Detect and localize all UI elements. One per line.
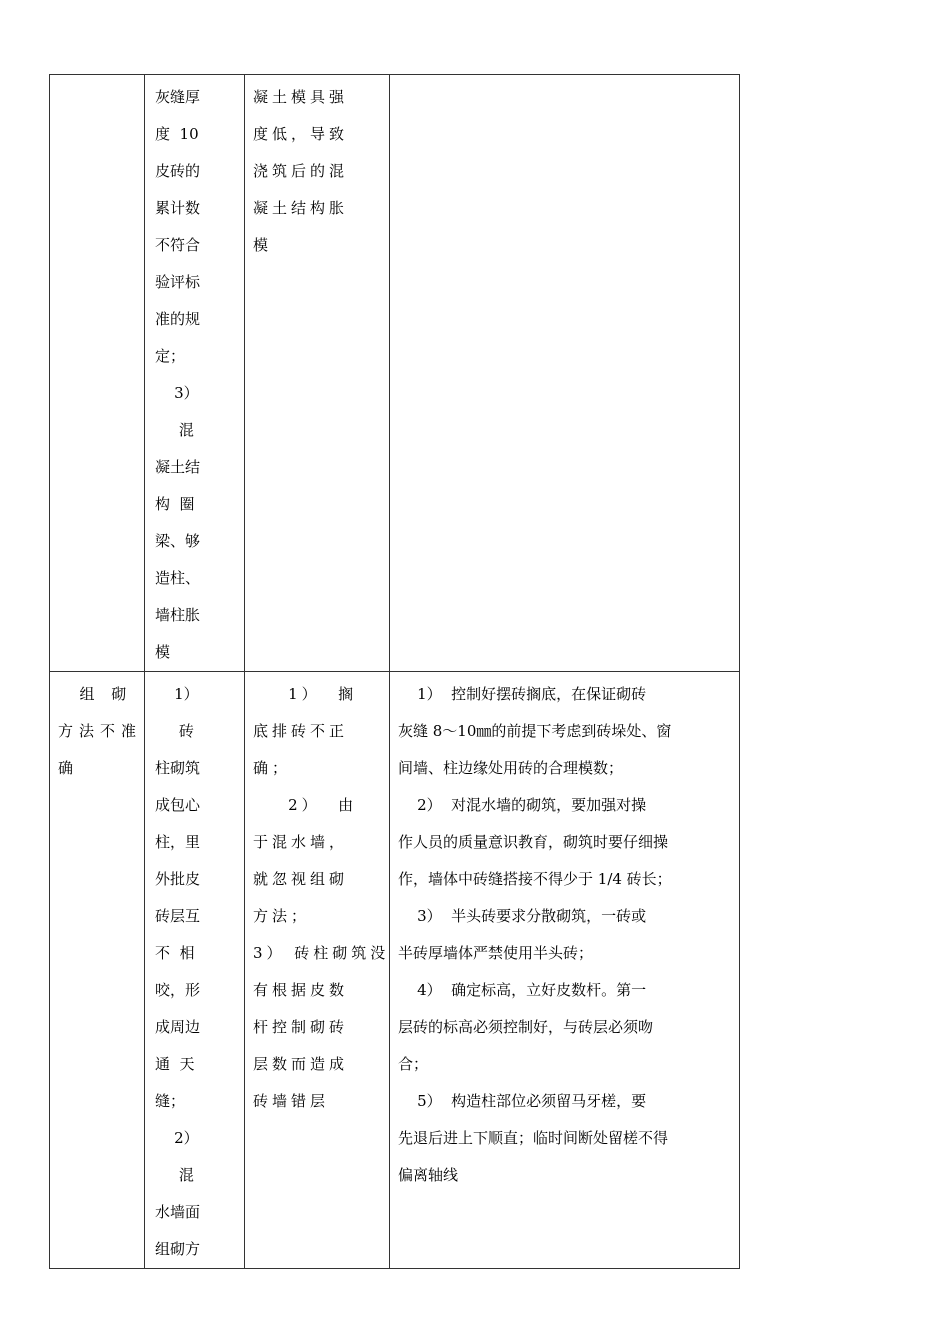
text-line: 确 bbox=[58, 759, 80, 777]
text-line: 砖墙错层 bbox=[253, 1092, 330, 1110]
text-line: 有根据皮数 bbox=[253, 981, 349, 999]
text-line: 缝； bbox=[155, 1092, 186, 1110]
text-line: 梁、够 bbox=[155, 532, 201, 550]
text-line: 于混水墙， bbox=[253, 833, 349, 851]
text-line: 杆控制砌砖 bbox=[253, 1018, 349, 1036]
text-line: 构 圈 bbox=[155, 495, 195, 513]
prevention-cell bbox=[390, 75, 740, 672]
text-line: 成周边 bbox=[155, 1018, 201, 1036]
text-line: 2） 由 bbox=[253, 796, 358, 814]
text-line: 不 相 bbox=[155, 944, 195, 962]
text-line: 2） bbox=[155, 1129, 199, 1147]
text-line: 底排砖不正 bbox=[253, 722, 349, 740]
text-line: 模 bbox=[253, 236, 273, 254]
cause-cell bbox=[145, 75, 245, 672]
text-line: 累计数 bbox=[155, 199, 201, 217]
text-line: 凝土模具强 bbox=[253, 88, 349, 106]
text-line: 不符合 bbox=[155, 236, 201, 254]
table-row bbox=[50, 75, 740, 672]
text-line: 组砌方 bbox=[155, 1240, 201, 1258]
text-line: 成包心 bbox=[155, 796, 201, 814]
text-line: 凝土结构胀 bbox=[253, 199, 349, 217]
text-line: 层数而造成 bbox=[253, 1055, 349, 1073]
text-line: 皮砖的 bbox=[155, 162, 201, 180]
text-line: 确； bbox=[253, 759, 292, 777]
text-line: 水墙面 bbox=[155, 1203, 201, 1221]
text-line: 通 天 bbox=[155, 1055, 195, 1073]
text-line: 就忽视组砌 bbox=[253, 870, 349, 888]
text-line: 造柱、 bbox=[155, 569, 201, 587]
text-line: 3） bbox=[155, 384, 199, 402]
text-line: 组 砌 bbox=[58, 685, 133, 703]
detail-cause-cell bbox=[245, 75, 390, 672]
text-line: 灰缝 8～10㎜的前提下考虑到砖垛处、窗 bbox=[398, 722, 672, 740]
text-line: 度低，导致 bbox=[253, 125, 349, 143]
issue-name-cell bbox=[50, 672, 145, 1269]
text-line: 作人员的质量意识教育，砌筑时要仔细操 bbox=[398, 833, 669, 851]
text-line: 凝土结 bbox=[155, 458, 201, 476]
text-line: 混 bbox=[155, 1166, 194, 1184]
quality-issue-table bbox=[49, 74, 740, 1269]
text-line: 方法； bbox=[253, 907, 311, 925]
text-line: 半砖厚墙体严禁使用半头砖； bbox=[398, 944, 594, 962]
text-line: 模 bbox=[155, 643, 171, 661]
text-line: 3） 半头砖要求分散砌筑，一砖或 bbox=[398, 907, 647, 925]
text-line: 层砖的标高必须控制好，与砖层必须吻 bbox=[398, 1018, 654, 1036]
text-line: 墙柱胀 bbox=[155, 606, 201, 624]
text-line: 3） 砖柱砌筑没 bbox=[253, 944, 390, 962]
text-line: 间墙、柱边缘处用砖的合理模数； bbox=[398, 759, 624, 777]
text-line: 定； bbox=[155, 347, 186, 365]
text-line: 1） 搁 bbox=[253, 685, 358, 703]
text-line: 验评标 bbox=[155, 273, 201, 291]
text-line: 偏离轴线 bbox=[398, 1166, 459, 1184]
text-line: 浇筑后的混 bbox=[253, 162, 349, 180]
text-line: 1） 控制好摆砖搁底，在保证砌砖 bbox=[398, 685, 647, 703]
prevention-cell bbox=[390, 672, 740, 1269]
text-line: 柱，里 bbox=[155, 833, 201, 851]
text-line: 作，墙体中砖缝搭接不得少于 1/4 砖长； bbox=[398, 870, 672, 888]
table-row bbox=[50, 672, 740, 1269]
text-line: 合； bbox=[398, 1055, 429, 1073]
text-line: 咬，形 bbox=[155, 981, 201, 999]
text-line: 外批皮 bbox=[155, 870, 201, 888]
text-line: 2） 对混水墙的砌筑，要加强对操 bbox=[398, 796, 647, 814]
text-line: 柱砌筑 bbox=[155, 759, 201, 777]
text-line: 4） 确定标高，立好皮数杆。第一 bbox=[398, 981, 647, 999]
text-line: 方法不准 bbox=[58, 722, 143, 740]
text-line: 砖 bbox=[155, 722, 194, 740]
detail-cause-cell bbox=[245, 672, 390, 1269]
text-line: 度 10 bbox=[155, 125, 199, 143]
text-line: 1） bbox=[155, 685, 199, 703]
text-line: 5） 构造柱部位必须留马牙槎，要 bbox=[398, 1092, 647, 1110]
text-line: 灰缝厚 bbox=[155, 88, 201, 106]
cause-cell bbox=[145, 672, 245, 1269]
issue-name-cell bbox=[50, 75, 145, 672]
text-line: 先退后进上下顺直；临时间断处留槎不得 bbox=[398, 1129, 669, 1147]
text-line: 砖层互 bbox=[155, 907, 201, 925]
text-line: 准的规 bbox=[155, 310, 201, 328]
text-line: 混 bbox=[155, 421, 194, 439]
